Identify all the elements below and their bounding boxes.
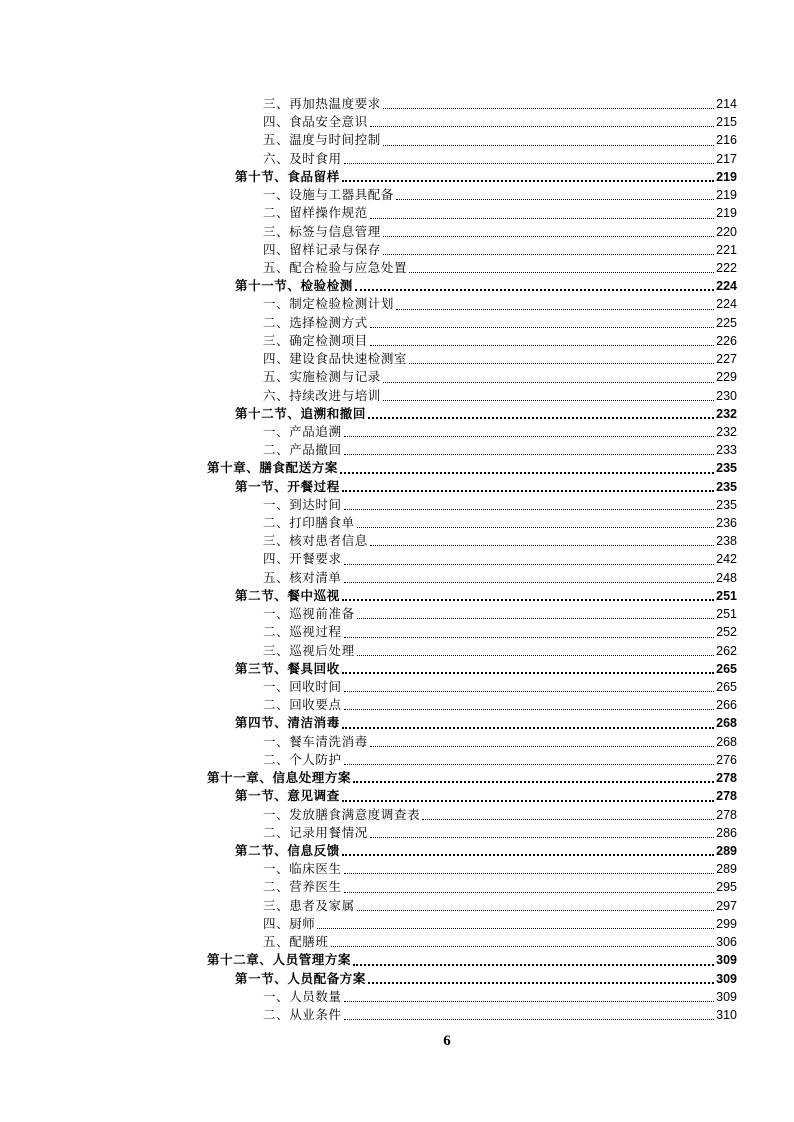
toc-entry-title: 第一节、开餐过程 — [235, 478, 340, 494]
toc-entry-page: 248 — [716, 570, 737, 585]
toc-subsection-entry[interactable] — [0, 350, 794, 368]
toc-subsection-entry[interactable] — [0, 241, 794, 259]
toc-subsection-entry[interactable] — [0, 860, 794, 878]
toc-entry-title: 二、从业条件 — [263, 1006, 342, 1022]
toc-dot-leader — [344, 451, 715, 455]
toc-dot-leader — [409, 269, 714, 273]
toc-dot-leader — [344, 634, 715, 638]
toc-section-entry[interactable] — [0, 787, 794, 805]
toc-subsection-entry[interactable] — [0, 733, 794, 751]
toc-dot-leader — [344, 688, 715, 692]
toc-entry-page: 286 — [716, 825, 737, 840]
toc-dot-leader — [422, 816, 714, 820]
toc-entry-page: 251 — [716, 607, 737, 622]
toc-subsection-entry[interactable] — [0, 988, 794, 1006]
toc-subsection-entry[interactable] — [0, 314, 794, 332]
toc-subsection-entry[interactable] — [0, 186, 794, 204]
toc-entry-page: 235 — [716, 461, 737, 476]
toc-subsection-entry[interactable] — [0, 514, 794, 532]
toc-entry-page: 252 — [716, 625, 737, 640]
toc-entry-title: 四、开餐要求 — [263, 551, 342, 567]
toc-section-entry[interactable] — [0, 587, 794, 605]
toc-dot-leader — [370, 743, 714, 747]
toc-entry-title: 四、厨师 — [263, 915, 316, 931]
toc-subsection-entry[interactable] — [0, 204, 794, 222]
toc-entry-title: 第十一章、信息处理方案 — [207, 770, 352, 786]
toc-subsection-entry[interactable] — [0, 933, 794, 951]
toc-subsection-entry[interactable] — [0, 623, 794, 641]
toc-dot-leader — [344, 761, 715, 765]
toc-dot-leader — [342, 851, 714, 856]
toc-dot-leader — [396, 196, 714, 200]
toc-entry-title: 五、实施检测与记录 — [263, 369, 381, 385]
toc-dot-leader — [340, 469, 714, 474]
toc-entry-title: 一、到达时间 — [263, 496, 342, 512]
toc-entry-title: 二、回收要点 — [263, 697, 342, 713]
toc-entry-page: 309 — [716, 989, 737, 1004]
toc-subsection-entry[interactable] — [0, 532, 794, 550]
toc-dot-leader — [342, 596, 714, 601]
toc-entry-title: 六、及时食用 — [263, 150, 342, 166]
toc-entry-title: 第十章、膳食配送方案 — [207, 460, 339, 476]
toc-entry-title: 一、回收时间 — [263, 679, 342, 694]
toc-entry-title: 二、记录用餐情况 — [263, 824, 368, 840]
toc-subsection-entry[interactable] — [0, 878, 794, 896]
toc-entry-title: 三、巡视后处理 — [263, 642, 355, 658]
toc-subsection-entry[interactable] — [0, 678, 794, 696]
toc-dot-leader — [342, 797, 714, 802]
toc-entry-title: 第二节、餐中巡视 — [235, 587, 340, 603]
toc-subsection-entry[interactable] — [0, 1006, 794, 1024]
toc-entry-title: 第一节、人员配备方案 — [235, 970, 367, 986]
toc-section-entry[interactable] — [0, 842, 794, 860]
toc-entry-title: 第三节、餐具回收 — [235, 660, 340, 676]
toc-entry-page: 230 — [716, 388, 737, 403]
toc-entry-page: 278 — [716, 789, 737, 804]
toc-entry-title: 第一节、意见调查 — [235, 788, 340, 804]
toc-subsection-entry[interactable] — [0, 496, 794, 514]
toc-subsection-entry[interactable] — [0, 751, 794, 769]
toc-section-entry[interactable] — [0, 660, 794, 678]
toc-subsection-entry[interactable] — [0, 550, 794, 568]
toc-entry-title: 第十一节、检验检测 — [235, 278, 353, 294]
toc-entry-page: 306 — [716, 935, 737, 950]
toc-dot-leader — [370, 215, 714, 219]
toc-subsection-entry[interactable] — [0, 569, 794, 587]
toc-dot-leader — [383, 251, 714, 255]
toc-dot-leader — [317, 925, 714, 929]
toc-entry-title: 第二节、信息反馈 — [235, 842, 340, 858]
toc-dot-leader — [396, 306, 714, 310]
toc-entry-title: 三、核对患者信息 — [263, 533, 368, 549]
toc-dot-leader — [342, 669, 714, 674]
toc-subsection-entry[interactable] — [0, 605, 794, 623]
toc-entry-title: 二、选择检测方式 — [263, 314, 368, 330]
toc-dot-leader — [342, 724, 714, 729]
toc-entry-page: 268 — [716, 734, 737, 749]
toc-entry-page: 278 — [716, 771, 737, 786]
toc-dot-leader — [344, 1016, 715, 1020]
toc-entry-page: 220 — [716, 224, 737, 239]
toc-dot-leader — [342, 177, 714, 182]
toc-dot-leader — [344, 998, 715, 1002]
toc-entry-page: 217 — [716, 151, 737, 166]
toc-subsection-entry[interactable] — [0, 259, 794, 277]
toc-dot-leader — [357, 615, 714, 619]
toc-entry-page: 219 — [716, 188, 737, 203]
toc-dot-leader — [368, 414, 714, 419]
toc-entry-title: 三、标签与信息管理 — [263, 223, 381, 239]
toc-entry-page: 262 — [716, 643, 737, 658]
toc-dot-leader — [353, 961, 714, 966]
toc-entry-title: 二、营养医生 — [263, 879, 342, 895]
toc-entry-title: 第十二章、人员管理方案 — [207, 952, 352, 968]
toc-entry-page: 224 — [716, 279, 737, 294]
toc-section-entry[interactable] — [0, 970, 794, 988]
toc-subsection-entry[interactable] — [0, 95, 794, 113]
toc-subsection-entry[interactable] — [0, 915, 794, 933]
toc-entry-title: 三、确定检测项目 — [263, 332, 368, 348]
toc-dot-leader — [383, 379, 714, 383]
toc-chapter-entry[interactable] — [0, 951, 794, 969]
toc-dot-leader — [344, 870, 715, 874]
toc-section-entry[interactable] — [0, 277, 794, 295]
toc-entry-page: 227 — [716, 352, 737, 367]
toc-subsection-entry[interactable] — [0, 113, 794, 131]
toc-entry-page: 310 — [716, 1007, 737, 1022]
toc-section-entry[interactable] — [0, 478, 794, 496]
toc-dot-leader — [409, 360, 714, 364]
toc-dot-leader — [344, 561, 715, 565]
toc-subsection-entry[interactable] — [0, 897, 794, 915]
toc-entry-title: 一、餐车清洗消毒 — [263, 733, 368, 749]
toc-entry-title: 一、制定检验检测计划 — [263, 296, 395, 312]
toc-entry-title: 四、建设食品快速检测室 — [263, 351, 408, 367]
toc-entry-title: 五、温度与时间控制 — [263, 132, 381, 148]
toc-entry-page: 289 — [716, 862, 737, 877]
toc-dot-leader — [383, 233, 714, 237]
toc-dot-leader — [331, 943, 715, 947]
toc-entry-page: 278 — [716, 807, 737, 822]
toc-entry-page: 214 — [716, 97, 737, 111]
toc-subsection-entry[interactable] — [0, 387, 794, 405]
toc-entry-page: 233 — [716, 443, 737, 458]
toc-entry-title: 二、打印膳食单 — [263, 515, 355, 531]
toc-entry-page: 215 — [716, 115, 737, 130]
toc-entry-page: 238 — [716, 534, 737, 549]
toc-entry-page: 309 — [716, 953, 737, 968]
toc-dot-leader — [342, 487, 714, 492]
toc-entry-title: 四、留样记录与保存 — [263, 241, 381, 257]
toc-chapter-entry[interactable] — [0, 459, 794, 477]
toc-chapter-entry[interactable] — [0, 769, 794, 787]
toc-entry-page: 219 — [716, 169, 737, 184]
toc-entry-page: 226 — [716, 333, 737, 348]
toc-dot-leader — [370, 342, 714, 346]
toc-entry-title: 六、持续改进与培训 — [263, 387, 381, 403]
toc-entry-title: 四、食品安全意识 — [263, 114, 368, 130]
toc-entry-page: 295 — [716, 880, 737, 895]
toc-entry-page: 222 — [716, 260, 737, 275]
toc-entry-title: 一、巡视前准备 — [263, 606, 355, 622]
toc-dot-leader — [353, 778, 714, 783]
toc-dot-leader — [383, 142, 714, 146]
toc-entry-page: 225 — [716, 315, 737, 330]
toc-entry-page: 268 — [716, 716, 737, 731]
toc-subsection-entry[interactable] — [0, 441, 794, 459]
page-number: 6 — [443, 1033, 451, 1049]
toc-subsection-entry[interactable] — [0, 824, 794, 842]
toc-entry-page: 235 — [716, 497, 737, 512]
table-of-contents — [0, 95, 794, 1024]
toc-entry-page: 265 — [716, 661, 737, 676]
toc-dot-leader — [383, 105, 714, 109]
toc-dot-leader — [344, 889, 715, 893]
toc-subsection-entry[interactable] — [0, 423, 794, 441]
toc-dot-leader — [370, 123, 714, 127]
toc-entry-page: 235 — [716, 479, 737, 494]
toc-subsection-entry[interactable] — [0, 642, 794, 660]
toc-subsection-entry[interactable] — [0, 696, 794, 714]
toc-dot-leader — [357, 652, 714, 656]
toc-entry-page: 232 — [716, 424, 737, 439]
toc-entry-page: 265 — [716, 680, 737, 694]
toc-dot-leader — [368, 979, 714, 984]
toc-dot-leader — [355, 286, 714, 291]
toc-entry-page: 221 — [716, 242, 737, 257]
toc-entry-page: 232 — [716, 406, 737, 421]
toc-entry-title: 二、个人防护 — [263, 751, 342, 767]
toc-entry-title: 第四节、清洁消毒 — [235, 715, 340, 731]
toc-dot-leader — [344, 706, 715, 710]
toc-dot-leader — [344, 160, 715, 164]
toc-entry-page: 276 — [716, 752, 737, 767]
toc-entry-page: 216 — [716, 133, 737, 148]
toc-dot-leader — [370, 834, 714, 838]
toc-entry-title: 二、巡视过程 — [263, 624, 342, 640]
toc-subsection-entry[interactable] — [0, 223, 794, 241]
toc-entry-title: 三、再加热温度要求 — [263, 96, 381, 111]
toc-entry-page: 297 — [716, 898, 737, 913]
toc-entry-title: 一、临床医生 — [263, 861, 342, 877]
toc-section-entry[interactable] — [0, 405, 794, 423]
toc-dot-leader — [344, 506, 715, 510]
toc-entry-page: 299 — [716, 916, 737, 931]
toc-subsection-entry[interactable] — [0, 368, 794, 386]
toc-dot-leader — [370, 542, 714, 546]
toc-entry-title: 五、配膳班 — [263, 934, 329, 950]
toc-entry-title: 一、发放膳食满意度调查表 — [263, 806, 421, 822]
toc-entry-title: 第十节、食品留样 — [235, 168, 340, 184]
toc-entry-page: 229 — [716, 370, 737, 385]
toc-entry-title: 五、核对清单 — [263, 569, 342, 585]
toc-entry-title: 二、留样操作规范 — [263, 205, 368, 221]
toc-entry-page: 242 — [716, 552, 737, 567]
toc-subsection-entry[interactable] — [0, 332, 794, 350]
toc-entry-title: 三、患者及家属 — [263, 897, 355, 913]
toc-entry-page: 266 — [716, 698, 737, 713]
toc-dot-leader — [383, 397, 714, 401]
toc-entry-page: 309 — [716, 971, 737, 986]
toc-entry-title: 一、设施与工器具配备 — [263, 187, 395, 203]
toc-dot-leader — [344, 433, 715, 437]
toc-dot-leader — [357, 524, 714, 528]
toc-subsection-entry[interactable] — [0, 806, 794, 824]
toc-entry-title: 第十二节、追溯和撤回 — [235, 405, 367, 421]
toc-dot-leader — [357, 907, 714, 911]
toc-subsection-entry[interactable] — [0, 295, 794, 313]
toc-entry-page: 251 — [716, 588, 737, 603]
toc-entry-title: 二、产品撤回 — [263, 442, 342, 458]
toc-entry-page: 219 — [716, 206, 737, 221]
toc-entry-title: 一、人员数量 — [263, 988, 342, 1004]
toc-entry-page: 289 — [716, 843, 737, 858]
toc-entry-page: 236 — [716, 516, 737, 531]
toc-entry-page: 224 — [716, 297, 737, 312]
toc-section-entry[interactable] — [0, 168, 794, 186]
toc-section-entry[interactable] — [0, 714, 794, 732]
toc-entry-title: 一、产品追溯 — [263, 423, 342, 439]
toc-entry-title: 五、配合检验与应急处置 — [263, 259, 408, 275]
toc-subsection-entry[interactable] — [0, 150, 794, 168]
toc-dot-leader — [344, 579, 715, 583]
toc-subsection-entry[interactable] — [0, 131, 794, 149]
toc-dot-leader — [370, 324, 714, 328]
